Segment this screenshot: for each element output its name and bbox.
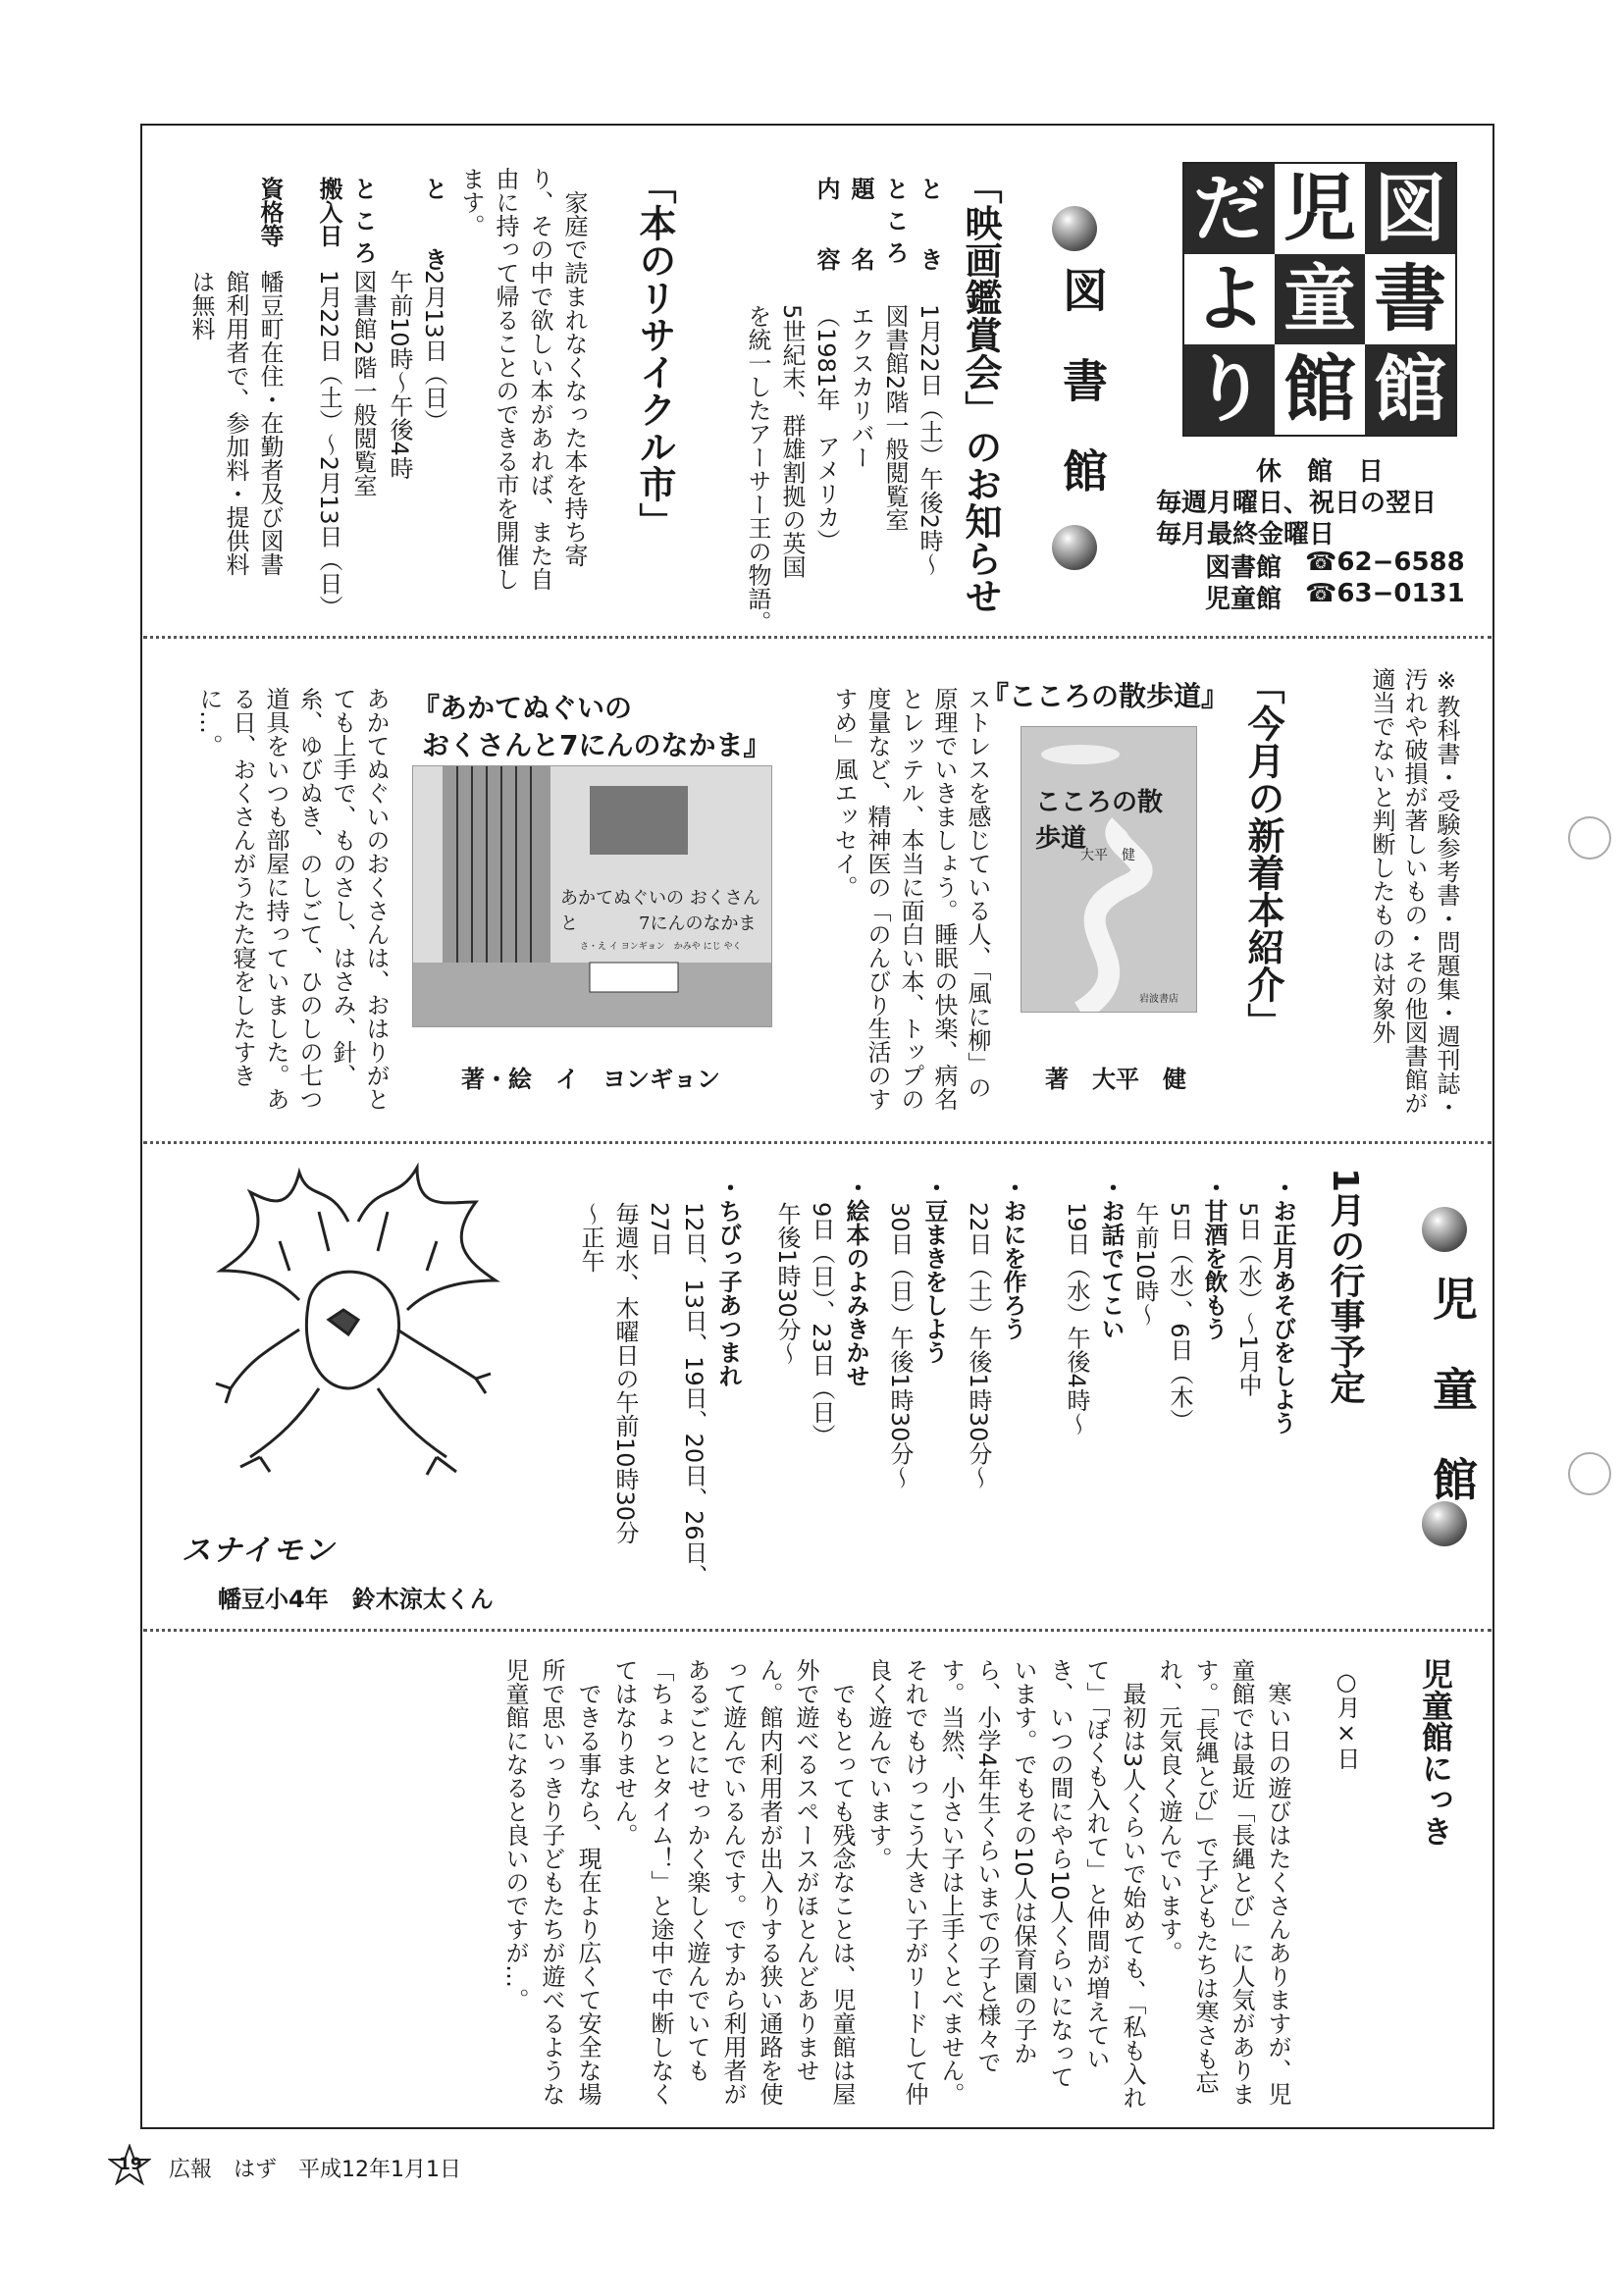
section-title-library: [1048, 196, 1109, 589]
logo-char: 館: [1275, 344, 1365, 435]
event-detail: 19日（水）午後4時〜: [1063, 1202, 1090, 1435]
recycle-qual-1: 幡豆町在住・在勤者及び図書: [256, 270, 284, 576]
movie-when-label: と き: [916, 177, 943, 271]
section-title-children: [1418, 1197, 1479, 1590]
event-title: ・ちびっ子あつまれ: [714, 1175, 742, 1387]
event-detail: 27日: [646, 1202, 673, 1256]
logo-char: 児: [1275, 164, 1365, 254]
movie-name: エクスカリバー: [847, 304, 874, 469]
event-detail: 22日（土）午後1時30分〜: [965, 1202, 992, 1489]
logo-char: だ: [1184, 164, 1275, 254]
diary-title: 児童館にっき: [1417, 1658, 1454, 1847]
recycle-body: 家庭で読まれなくなった本を持ち寄り、その中で欲しい本があれば、また自由に持って帰ることのできる市を開催します。: [457, 167, 588, 591]
movie-name-label: 題 名: [847, 177, 874, 271]
book1-body: ストレスを感じている人、「風に柳」の原理でいきましょう。睡眠の快楽、病名とレッテル、本当に面白い本、トップの度量など、精神医の「のんびり生活のすすめ」風エッセイ。: [830, 687, 991, 1111]
separator-3: [143, 1629, 1492, 1632]
book2-body: あかてぬぐいのおくさんは、おはりがとても上手で、ものさし、はさみ、針、糸、ゆびぬき、のしごて、ひのしの七つ道具をいつも部屋に持っていました。ある日、おくさんがうたた寝をしたすきに…。: [195, 687, 390, 1111]
book2-cover-title-2: 7にんのなかま: [639, 913, 757, 934]
event-title: ・おにを作ろう: [999, 1175, 1026, 1340]
section-title-text: 図 書 館: [1056, 267, 1109, 493]
book1-cover: [1021, 726, 1197, 1013]
event-title: ・甘酒を飲もう: [1200, 1175, 1228, 1340]
separator-1: [143, 636, 1492, 639]
recycle-qual-3: は無料: [187, 270, 215, 340]
recycle-qual-2: 館利用者で、参加料・提供料: [222, 270, 249, 576]
recycle-carry: 1月22日（土）〜2月13日（日）: [315, 270, 342, 619]
newbooks-title: 「今月の新着本紹介」: [1241, 667, 1284, 1040]
logo-char: 図: [1365, 164, 1455, 254]
recycle-where: 図書館2階一般閲覧室: [349, 270, 377, 497]
book1-cover-title: こころの散歩道: [1035, 788, 1164, 854]
event-detail: 12日、13日、19日、20日、26日、: [680, 1202, 707, 1588]
movie-title: 「映画鑑賞会」のお知らせ: [959, 167, 1002, 614]
event-detail: 5日（水）〜1月中: [1234, 1202, 1262, 1397]
drawing-label: スナイモン: [182, 1534, 337, 1568]
logo-char: 書: [1365, 254, 1455, 344]
event-detail: 30日（日）午後1時30分〜: [886, 1202, 914, 1489]
event-title: ・絵本のよみきかせ: [842, 1175, 869, 1387]
recycle-when-label: と き: [420, 177, 447, 271]
newbooks-note: ※教科書・受験参考書・問題集・週刊誌・汚れや破損が著しいもの・その他図書館が適当でないと判断したものは対象外: [1368, 667, 1460, 1119]
event-detail: 〜正午: [577, 1202, 604, 1273]
movie-where-label: と こ ろ: [881, 177, 909, 264]
closed-days: 毎週月曜日、祝日の翌日: [1156, 489, 1438, 518]
book2-cover-title-1: あかてぬぐいの おくさんと: [560, 888, 760, 934]
diary-body: 寒い日の遊びはたくさんありますが、児童館では最近「長縄とび」に人気があります。「長縄とび」で子どもたちは寒さも忘れ、元気良く遊んでいます。 最初は3人くらいで始めても、「私も入れて」「ぼくも入れて」と仲間が増えていき、いつの間にやら10人くらいになっています。でもその10人は保育園の子から、小学4年生くらいまでの子と様々です。当然、小さい子は上手くとべません。それでもけっこう大きい子がリードして仲良く遊んでいます。 でもとっても残念なことは、児童館は屋外で遊べるスペースがほとんどありません。館内利用者が出入りする狭い通路を使って遊んでいるんです。ですから利用者があるごとにせっかく楽しく遊んでいても「ちょっとタイム！」と途中で中断しなくてはなりません。 できる事なら、現在より広くて安全な場所で思いっきり子どもたちが遊べるような児童館になると良いのですが…。: [501, 1658, 1291, 2110]
recycle-time: 午前10時〜午後4時: [386, 270, 413, 480]
logo-char: 童: [1275, 254, 1365, 344]
recycle-where-label: と こ ろ: [349, 177, 377, 264]
tel-children-label: 児童館: [1205, 585, 1283, 614]
movie-content-2: 5世紀末、群雄割拠の英国: [778, 304, 806, 579]
recycle-qual-label: 資格等: [256, 177, 284, 247]
event-detail: 5日（水）、6日（木）: [1166, 1202, 1193, 1433]
monster-drawing: [191, 1163, 515, 1487]
book2-credit: 著・絵 イ ヨンギョン: [461, 1066, 720, 1093]
page-number-star: [108, 2144, 151, 2187]
events-title: 1月の行事予定: [1325, 1168, 1365, 1405]
road-illustration: [1021, 727, 1196, 1012]
event-title: ・豆まきをしよう: [920, 1175, 948, 1364]
event-title: ・お話でてこい: [1097, 1175, 1125, 1340]
event-title: ・お正月あそびをしよう: [1269, 1175, 1296, 1435]
book2-cover-sub: さ・え イ ヨンギョン かみや にじ やく: [580, 942, 742, 952]
movie-content-1: （1981年 アメリカ）: [812, 304, 840, 553]
closed-month: 毎月最終金曜日: [1156, 520, 1335, 549]
book2-title-2: おくさんと7にんのなかま』: [422, 729, 771, 761]
event-detail: 9日（日）、23日（日）: [808, 1202, 835, 1447]
diary-date: ○月×日: [1333, 1668, 1360, 1770]
library-logo: [1182, 162, 1457, 437]
logo-char: よ: [1184, 254, 1275, 344]
movie-where: 図書館2階一般閲覧室: [881, 304, 909, 532]
book1-title: 『こころの散歩道』: [981, 680, 1230, 712]
page-number: 19: [119, 2155, 142, 2174]
ball-icon: [1422, 1207, 1467, 1252]
recycle-carry-label: 搬入日: [315, 177, 342, 247]
separator-2: [143, 1141, 1492, 1144]
movie-content-label: 内 容: [812, 177, 840, 271]
section-title-text: 児 童 館: [1426, 1276, 1479, 1501]
drawing-credit: 幡豆小4年 鈴木涼太くん: [218, 1586, 494, 1613]
event-detail: 毎週水、木曜日の午前10時30分: [611, 1202, 639, 1545]
ball-icon: [1422, 1501, 1467, 1546]
book2-title-1: 『あかてぬぐいの: [412, 692, 633, 724]
tel-children: ☎63−0131: [1305, 579, 1465, 608]
book1-cover-publisher: 岩波書店: [1139, 994, 1178, 1005]
recycle-when: 2月13日（日）: [420, 270, 447, 433]
footer-title: 広報 はず 平成12年1月1日: [169, 2158, 461, 2182]
event-detail: 午前10時〜: [1131, 1202, 1159, 1327]
tel-library: ☎62−6588: [1305, 548, 1465, 577]
ball-icon: [1052, 525, 1097, 570]
closed-days-title: 休 館 日: [1256, 457, 1385, 487]
punch-hole-bottom: [1568, 1452, 1611, 1495]
logo-char: り: [1184, 344, 1275, 435]
movie-when: 1月22日（土）午後2時〜: [916, 304, 943, 577]
recycle-title: 「本のリサイクル市」: [633, 167, 676, 540]
tel-library-label: 図書館: [1205, 553, 1283, 583]
book2-cover: [412, 765, 772, 1027]
event-detail: 午後1時30分〜: [773, 1202, 801, 1365]
book1-cover-author: 大平 健: [1080, 848, 1135, 863]
ball-icon: [1052, 206, 1097, 251]
punch-hole-top: [1568, 816, 1611, 860]
logo-char: 館: [1365, 344, 1455, 435]
movie-content-3: を統一したアーサー王の物語。: [744, 304, 771, 634]
book1-credit: 著 大平 健: [1045, 1066, 1186, 1093]
